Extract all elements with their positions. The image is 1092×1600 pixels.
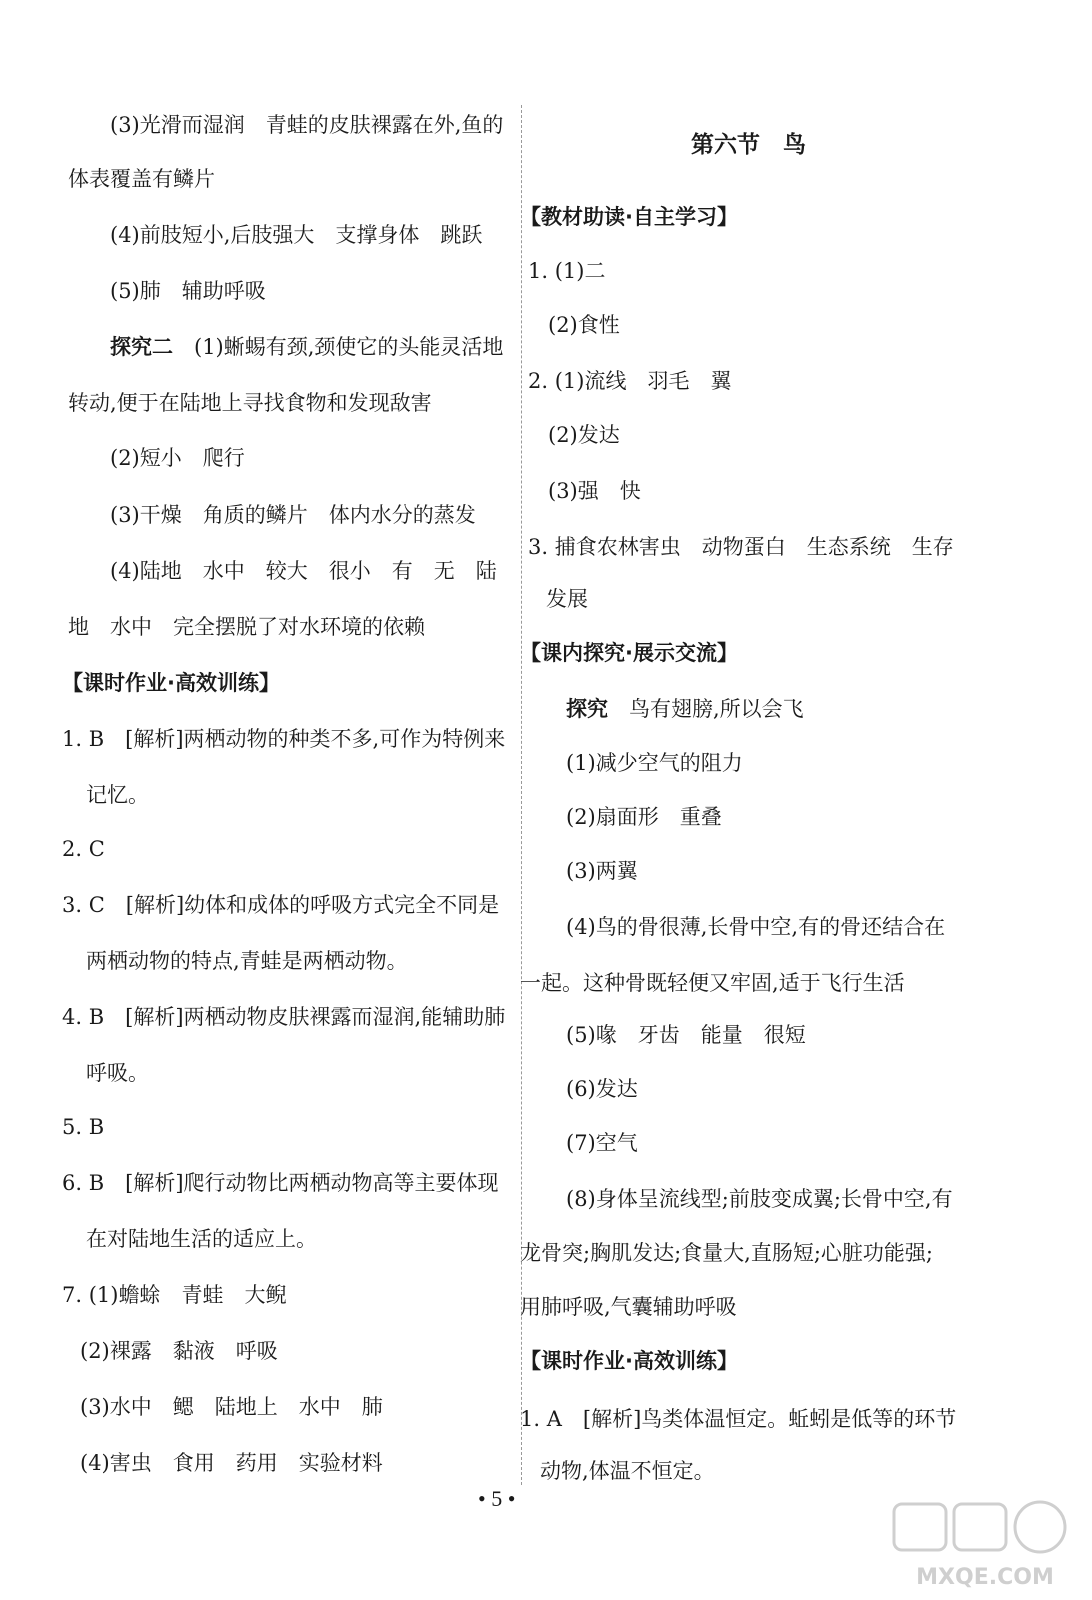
line-text: 用肺呼吸,气囊辅助呼吸 [520, 1295, 737, 1319]
text-line [110, 332, 503, 362]
line-text: (4)鸟的骨很薄,长骨中空,有的骨还结合在 [566, 915, 946, 939]
line-text: (3)两翼 [566, 859, 638, 883]
text-line [566, 1020, 806, 1050]
line-text: 记忆。 [86, 783, 149, 807]
text-line [62, 1168, 499, 1198]
column-divider [521, 105, 522, 1485]
text-line [546, 584, 588, 614]
line-text: (3)干燥 角质的鳞片 体内水分的蒸发 [110, 503, 476, 527]
line-text: 5. B [62, 1115, 105, 1139]
text-line [62, 1280, 286, 1310]
text-line [566, 694, 804, 724]
line-text: (2)短小 爬行 [110, 446, 245, 470]
text-line [110, 443, 245, 473]
text-line [62, 834, 105, 864]
text-line [86, 946, 408, 976]
line-text: 在对陆地生活的适应上。 [86, 1227, 317, 1251]
line-text: 体表覆盖有鳞片 [68, 167, 215, 191]
text-line [62, 668, 280, 698]
text-line [86, 780, 149, 810]
page-number: • 5 • [478, 1486, 516, 1511]
line-text: 2. (1)流线 羽毛 翼 [528, 369, 732, 393]
line-text: 一起。这种骨既轻便又牢固,适于飞行生活 [520, 971, 905, 995]
line-text: 1. (1)二 [528, 259, 606, 283]
line-text: 3. 捕食农林害虫 动物蛋白 生态系统 生存 [528, 535, 954, 559]
text-line [520, 202, 738, 232]
watermark-logo [890, 1498, 1080, 1594]
line-text: 两栖动物的特点,青蛙是两栖动物。 [86, 949, 408, 973]
text-line [110, 500, 476, 530]
text-line [110, 110, 503, 140]
line-text: (4)害虫 食用 药用 实验材料 [80, 1451, 383, 1475]
text-line [520, 1292, 737, 1322]
text-line [62, 1002, 505, 1032]
line-text: 6. B [解析]爬行动物比两栖动物高等主要体现 [62, 1171, 499, 1195]
line-text: 1. B [解析]两栖动物的种类不多,可作为特例来 [62, 727, 506, 751]
text-line [62, 1112, 104, 1142]
bold-label: 【课时作业·高效训练】 [520, 1349, 738, 1373]
text-line [528, 532, 954, 562]
text-line [68, 164, 215, 194]
text-line [566, 912, 945, 942]
line-text: (5)喙 牙齿 能量 很短 [566, 1023, 806, 1047]
text-line [110, 220, 482, 250]
text-line [566, 1074, 638, 1104]
line-text: (1)蜥蜴有颈,颈使它的头能灵活地 [173, 335, 504, 359]
line-text: 鸟有翅膀,所以会飞 [608, 697, 804, 721]
text-line [86, 1224, 317, 1254]
line-text: (4)前肢短小,后肢强大 支撑身体 跳跃 [110, 223, 483, 247]
text-line [548, 476, 641, 506]
text-line [520, 638, 738, 668]
text-line [566, 748, 743, 778]
line-text: (6)发达 [566, 1077, 638, 1101]
bold-label: 探究二 [110, 335, 173, 359]
line-text: (2)食性 [548, 313, 620, 337]
line-text: 转动,便于在陆地上寻找食物和发现敌害 [68, 391, 432, 415]
line-text: 4. B [解析]两栖动物皮肤裸露而湿润,能辅助肺 [62, 1005, 506, 1029]
text-line [548, 420, 620, 450]
text-line [548, 310, 620, 340]
text-line [520, 1404, 956, 1434]
text-line [540, 1456, 715, 1486]
bold-label: 【课时作业·高效训练】 [62, 671, 280, 695]
svg-text:MXQE.COM: MXQE.COM [916, 1565, 1054, 1590]
text-line [110, 556, 497, 586]
text-line [86, 1058, 149, 1088]
text-line [520, 968, 905, 998]
bold-label: 探究 [566, 697, 608, 721]
line-text: (1)减少空气的阻力 [566, 751, 743, 775]
line-text: (7)空气 [566, 1131, 638, 1155]
text-line [566, 1184, 953, 1214]
bold-label: 第六节 鸟 [691, 132, 806, 158]
text-line [520, 1346, 738, 1376]
text-line [566, 802, 722, 832]
line-text: (2)扇面形 重叠 [566, 805, 722, 829]
line-text: 发展 [546, 587, 588, 611]
line-text: 动物,体温不恒定。 [540, 1459, 715, 1483]
bold-label: 【课内探究·展示交流】 [520, 641, 738, 665]
bold-label: 【教材助读·自主学习】 [520, 205, 738, 229]
line-text: 龙骨突;胸肌发达;食量大,直肠短;心脏功能强; [520, 1241, 933, 1265]
line-text: 3. C [解析]幼体和成体的呼吸方式完全不同是 [62, 893, 500, 917]
text-line [68, 612, 425, 642]
text-line [80, 1392, 383, 1422]
line-text: 7. (1)蟾蜍 青蛙 大鲵 [62, 1283, 287, 1307]
text-line [520, 1238, 933, 1268]
line-text: (2)裸露 黏液 呼吸 [80, 1339, 278, 1363]
line-text: 呼吸。 [86, 1061, 149, 1085]
text-line [68, 388, 432, 418]
section-title [691, 130, 806, 160]
text-line [80, 1448, 383, 1478]
text-line [528, 366, 731, 396]
text-line [62, 890, 499, 920]
line-text: (3)水中 鳃 陆地上 水中 肺 [80, 1395, 383, 1419]
text-line [566, 856, 638, 886]
text-line [528, 256, 605, 286]
line-text: 1. A [解析]鸟类体温恒定。蚯蚓是低等的环节 [520, 1407, 957, 1431]
text-line [110, 276, 266, 306]
text-line [80, 1336, 278, 1366]
text-line [62, 724, 505, 754]
line-text: 2. C [62, 837, 105, 861]
line-text: 地 水中 完全摆脱了对水环境的依赖 [68, 615, 425, 639]
line-text: (2)发达 [548, 423, 620, 447]
line-text: (8)身体呈流线型;前肢变成翼;长骨中空,有 [566, 1187, 953, 1211]
text-line [566, 1128, 638, 1158]
line-text: (3)光滑而湿润 青蛙的皮肤裸露在外,鱼的 [110, 113, 504, 137]
line-text: (5)肺 辅助呼吸 [110, 279, 266, 303]
line-text: (3)强 快 [548, 479, 641, 503]
line-text: (4)陆地 水中 较大 很小 有 无 陆 [110, 559, 497, 583]
